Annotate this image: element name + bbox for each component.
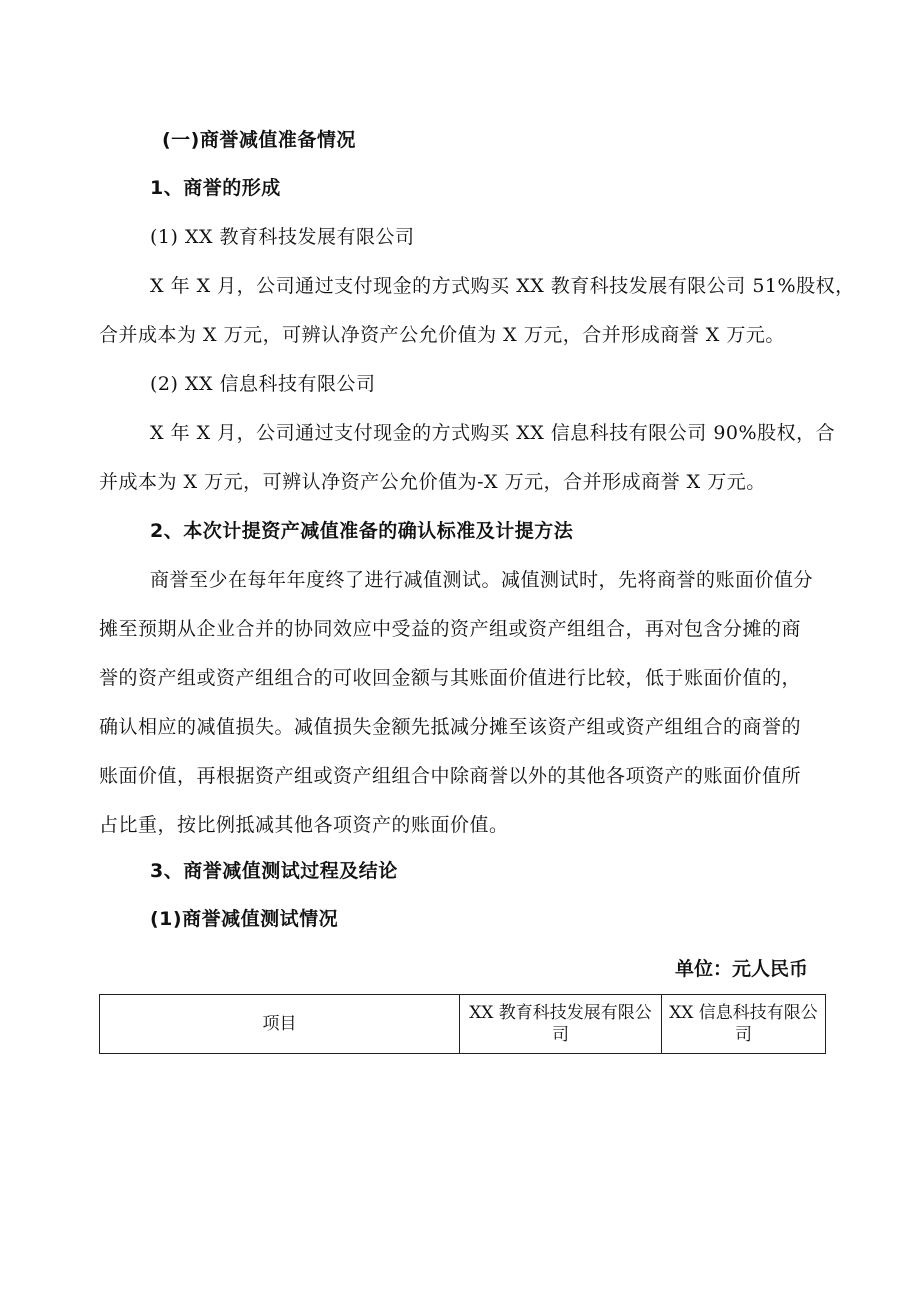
subheading-test-status: (1)商誉减值测试情况	[150, 908, 339, 930]
method-paragraph-line: 占比重，按比例抵减其他各项资产的账面价值。	[99, 814, 509, 836]
method-paragraph-line: 誉的资产组或资产组组合的可收回金额与其账面价值进行比较，低于账面价值的，	[99, 667, 802, 689]
subheading-impairment-test: 3、商誉减值测试过程及结论	[150, 860, 398, 882]
method-paragraph-line: 摊至预期从企业合并的协同效应中受益的资产组或资产组组合，再对包含分摊的商	[99, 618, 802, 640]
subheading-method: 2、本次计提资产减值准备的确认标准及计提方法	[150, 520, 574, 542]
table-header-row	[100, 995, 826, 1054]
goodwill-table	[99, 994, 826, 1054]
company1-paragraph-line: X 年 X 月，公司通过支付现金的方式购买 XX 教育科技发展有限公司 51%股权，	[150, 275, 855, 297]
unit-label: 单位：元人民币	[674, 958, 808, 980]
table-header-cell: XX 信息科技有限公司	[662, 995, 826, 1054]
company2-paragraph-line: 并成本为 X 万元，可辨认净资产公允价值为-X 万元，合并形成商誉 X 万元。	[99, 471, 766, 493]
table-header-cell: XX 教育科技发展有限公司	[460, 995, 662, 1054]
section-heading: (一)商誉减值准备情况	[162, 129, 356, 151]
company2-heading: (2) XX 信息科技有限公司	[150, 373, 376, 395]
company1-heading: (1) XX 教育科技发展有限公司	[150, 226, 415, 248]
table-header-cell: 项目	[100, 995, 460, 1054]
company2-paragraph-line: X 年 X 月，公司通过支付现金的方式购买 XX 信息科技有限公司 90%股权，合	[150, 422, 836, 444]
company1-paragraph-line: 合并成本为 X 万元，可辨认净资产公允价值为 X 万元，合并形成商誉 X 万元。	[99, 324, 785, 346]
subheading-goodwill-formation: 1、商誉的形成	[150, 177, 281, 199]
method-paragraph-line: 账面价值，再根据资产组或资产组组合中除商誉以外的其他各项资产的账面价值所	[99, 765, 802, 787]
method-paragraph-line: 确认相应的减值损失。减值损失金额先抵减分摊至该资产组或资产组组合的商誉的	[99, 716, 802, 738]
method-paragraph-line: 商誉至少在每年年度终了进行减值测试。减值测试时，先将商誉的账面价值分	[150, 569, 814, 591]
